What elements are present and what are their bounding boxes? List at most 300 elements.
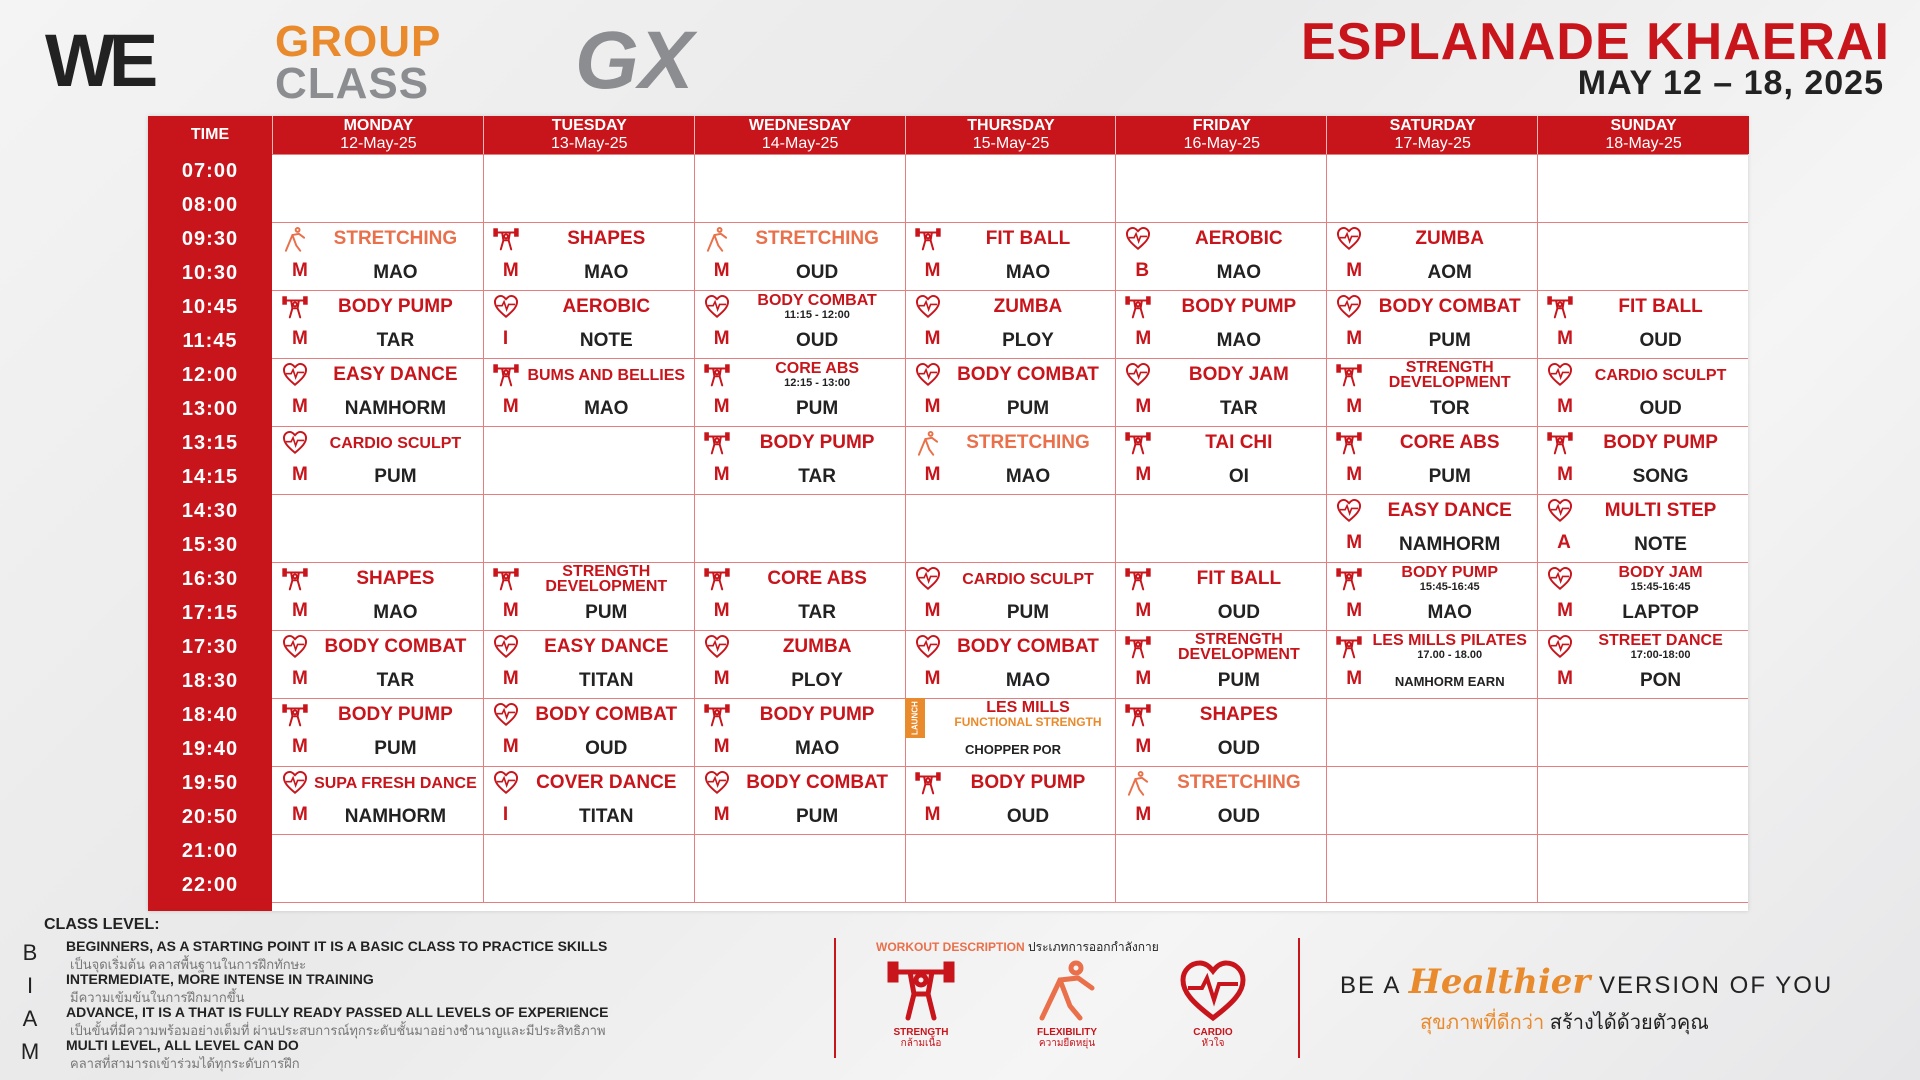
time-label: 10:45 bbox=[181, 295, 239, 318]
class-name: CARDIO SCULPT bbox=[1594, 366, 1727, 384]
instructor-name: PUM bbox=[1428, 330, 1471, 351]
cardio-icon bbox=[282, 634, 308, 660]
class-level: M bbox=[292, 396, 308, 417]
cardio-icon bbox=[493, 770, 519, 796]
instructor-name: PON bbox=[1639, 670, 1682, 691]
instructor-name: TAR bbox=[376, 330, 415, 351]
strength-icon bbox=[915, 770, 941, 796]
class-cell bbox=[905, 698, 1116, 766]
workout-description bbox=[834, 938, 1300, 1058]
class-level: M bbox=[713, 260, 730, 281]
strength-icon bbox=[704, 430, 730, 456]
instructor-name: OUD bbox=[796, 330, 839, 351]
class-level: M bbox=[1346, 532, 1363, 553]
logo-group-text: GROUP bbox=[275, 17, 442, 66]
class-cell bbox=[905, 222, 1116, 290]
time-label: 21:00 bbox=[181, 839, 239, 862]
class-cell bbox=[1537, 290, 1748, 358]
cardio-icon bbox=[1547, 634, 1573, 660]
class-name: CORE ABS 12:15 - 13:00 bbox=[775, 360, 860, 389]
class-name: STRETCHING bbox=[1177, 772, 1301, 793]
class-level: M bbox=[713, 736, 730, 757]
class-cell bbox=[905, 290, 1116, 358]
class-cell bbox=[1115, 562, 1326, 630]
class-level: M bbox=[292, 464, 308, 485]
instructor-name: PUM bbox=[1006, 602, 1050, 623]
grid-line bbox=[272, 902, 1748, 903]
class-name: STRETCHING bbox=[966, 432, 1090, 453]
cardio-icon bbox=[704, 770, 730, 796]
class-level: M bbox=[713, 804, 730, 825]
class-cell bbox=[1115, 222, 1326, 290]
instructor-name: TAR bbox=[376, 670, 415, 691]
instructor-name: OUD bbox=[1217, 806, 1260, 827]
instructor-name: PUM bbox=[374, 738, 417, 759]
day-date: 14-May-25 bbox=[761, 135, 839, 152]
workout-label-thai: หัวใจ bbox=[1201, 1038, 1225, 1049]
instructor-name: TITAN bbox=[579, 670, 634, 691]
cardio-icon bbox=[1547, 498, 1573, 524]
strength-icon bbox=[1336, 566, 1362, 592]
class-cell bbox=[483, 290, 694, 358]
class-cell bbox=[483, 698, 694, 766]
day-name: THURSDAY bbox=[967, 117, 1055, 134]
time-label: 14:30 bbox=[181, 499, 239, 522]
instructor-name: NOTE bbox=[1634, 534, 1687, 555]
instructor-name: PLOY bbox=[1002, 330, 1054, 351]
class-level: M bbox=[924, 668, 941, 689]
grid-line bbox=[272, 834, 1748, 835]
schedule-table bbox=[148, 116, 1748, 911]
instructor-name: MAO bbox=[1005, 670, 1051, 691]
day-date: 15-May-25 bbox=[972, 135, 1050, 152]
class-cell bbox=[1115, 426, 1326, 494]
day-header-monday bbox=[272, 116, 484, 154]
class-name: FIT BALL bbox=[985, 228, 1071, 249]
instructor-name: PUM bbox=[796, 398, 839, 419]
time-label: 14:15 bbox=[181, 465, 239, 488]
class-level: M bbox=[713, 396, 730, 417]
class-level: M bbox=[292, 328, 308, 349]
cardio-icon bbox=[493, 702, 519, 728]
level-description: ADVANCE, IT IS A THAT IS FULLY READY PASSED ALL LEVELS OF EXPERIENCE bbox=[66, 1004, 609, 1020]
class-level: M bbox=[1135, 464, 1152, 485]
class-name: BODY COMBAT bbox=[535, 704, 678, 725]
class-cell bbox=[1326, 358, 1537, 426]
cardio-icon bbox=[704, 634, 730, 660]
class-level: M bbox=[292, 668, 308, 689]
cardio-icon bbox=[1547, 362, 1573, 388]
day-date: 17-May-25 bbox=[1394, 135, 1471, 152]
instructor-name: OUD bbox=[1217, 738, 1260, 759]
strength-icon bbox=[704, 362, 730, 388]
strength-icon bbox=[282, 566, 308, 592]
level-description-thai: คลาสที่สามารถเข้าร่วมได้ทุกระดับการฝึก bbox=[70, 1056, 300, 1071]
class-name: BODY PUMP bbox=[338, 296, 453, 317]
level-letter: B bbox=[22, 940, 38, 965]
cardio-icon bbox=[915, 294, 941, 320]
instructor-name: MAO bbox=[584, 398, 629, 419]
instructor-name: MAO bbox=[1216, 262, 1261, 283]
class-level: M bbox=[924, 396, 941, 417]
class-cell bbox=[905, 630, 1116, 698]
instructor-name: MAO bbox=[1005, 262, 1051, 283]
level-description-thai: มีความเข้มข้นในการฝึกมากขึ้น bbox=[70, 990, 245, 1005]
cardio-icon bbox=[1547, 566, 1573, 592]
cardio-icon bbox=[1125, 362, 1151, 388]
class-name: BODY PUMP bbox=[759, 704, 875, 725]
class-time: 15:45-16:45 bbox=[1419, 581, 1480, 593]
instructor-name: NAMHORM bbox=[344, 398, 447, 419]
instructor-name: OUD bbox=[1217, 602, 1260, 623]
instructor-name: OUD bbox=[1639, 330, 1682, 351]
grid-line bbox=[272, 154, 1748, 155]
class-name: STRENGTH DEVELOPMENT bbox=[1177, 631, 1300, 663]
instructor-name: PUM bbox=[585, 602, 628, 623]
level-letter: A bbox=[22, 1006, 38, 1031]
class-name: EASY DANCE bbox=[1387, 500, 1512, 521]
day-name: MONDAY bbox=[343, 117, 414, 134]
time-label: 15:30 bbox=[181, 533, 239, 556]
class-level-row bbox=[20, 1004, 840, 1038]
instructor-name: NAMHORM EARN bbox=[1394, 673, 1505, 689]
day-name: FRIDAY bbox=[1192, 117, 1251, 134]
instructor-name: TAR bbox=[798, 466, 836, 487]
class-cell bbox=[1537, 562, 1748, 630]
strength-icon bbox=[282, 702, 308, 728]
class-name: BODY COMBAT bbox=[324, 636, 467, 657]
class-cell bbox=[1115, 290, 1326, 358]
cardio-icon bbox=[1336, 294, 1362, 320]
class-level-row bbox=[20, 938, 840, 972]
day-header-tuesday bbox=[483, 116, 695, 154]
class-name: CARDIO SCULPT bbox=[962, 570, 1094, 588]
class-name: BODY COMBAT 11:15 - 12:00 bbox=[757, 292, 877, 321]
class-cell bbox=[694, 630, 905, 698]
cardio-icon bbox=[1336, 226, 1362, 252]
level-letter: M bbox=[20, 1039, 40, 1064]
instructor-name: TOR bbox=[1429, 398, 1470, 419]
time-label: 09:30 bbox=[181, 227, 239, 250]
class-cell bbox=[1326, 222, 1537, 290]
class-level-legend bbox=[20, 914, 840, 1080]
class-name: SHAPES bbox=[1199, 704, 1278, 725]
workout-item-flexibility bbox=[1012, 958, 1122, 1058]
class-level: M bbox=[1135, 804, 1152, 825]
workout-item-cardio bbox=[1158, 958, 1268, 1058]
strength-icon bbox=[704, 702, 730, 728]
day-header-sunday bbox=[1537, 116, 1749, 154]
cardio-icon bbox=[915, 566, 941, 592]
class-name: BODY PUMP bbox=[970, 772, 1086, 793]
class-level: M bbox=[502, 668, 519, 689]
class-name: BODY COMBAT bbox=[957, 364, 1099, 385]
workout-label-thai: ความยืดหยุ่น bbox=[1038, 1038, 1096, 1049]
class-name: STREET DANCE 17:00-18:00 bbox=[1598, 632, 1723, 661]
class-level: M bbox=[924, 328, 941, 349]
class-time: 12:15 - 13:00 bbox=[784, 377, 851, 389]
class-name: FIT BALL bbox=[1196, 568, 1282, 589]
strength-icon bbox=[915, 226, 941, 252]
day-name: TUESDAY bbox=[551, 117, 627, 134]
class-level: M bbox=[1346, 668, 1363, 689]
day-header-saturday bbox=[1326, 116, 1538, 154]
class-name: BUMS AND BELLIES bbox=[527, 366, 686, 384]
class-name: LES MILLS FUNCTIONAL STRENGTH bbox=[954, 699, 1102, 729]
strength-icon bbox=[866, 958, 976, 1027]
stretch-icon bbox=[915, 430, 941, 456]
launch-badge: LAUNCH bbox=[905, 698, 925, 738]
stretch-icon bbox=[704, 226, 730, 252]
class-name: BODY PUMP bbox=[759, 432, 875, 453]
cardio-icon bbox=[1336, 498, 1362, 524]
class-cell bbox=[483, 766, 694, 834]
cardio-icon bbox=[282, 362, 308, 388]
class-cell bbox=[694, 426, 905, 494]
class-level: M bbox=[292, 736, 308, 757]
instructor-name: TAR bbox=[1220, 398, 1258, 419]
instructor-name: NAMHORM bbox=[1399, 534, 1501, 555]
class-name: BODY PUMP bbox=[338, 704, 453, 725]
strength-icon bbox=[1336, 634, 1362, 660]
level-description-thai: เป็นขั้นที่มีความพร้อมอย่างเต็มที่ ผ่านประสบการณ์ทุกระดับชั้นมาอย่างชำนาญและมีประสิทธิภาพ bbox=[70, 1023, 606, 1038]
day-header-thursday bbox=[905, 116, 1117, 154]
class-level: M bbox=[1346, 396, 1363, 417]
time-label: 12:00 bbox=[181, 363, 239, 386]
strength-icon bbox=[1125, 294, 1151, 320]
slogan: BE A Healthier VERSION OF YOU bbox=[1340, 962, 1834, 1002]
day-header-wednesday bbox=[694, 116, 906, 154]
workout-label: FLEXIBILITY bbox=[1037, 1027, 1097, 1038]
instructor-name: MAO bbox=[1427, 602, 1472, 623]
cardio-icon bbox=[915, 362, 941, 388]
instructor-name: MAO bbox=[584, 262, 629, 283]
class-cell bbox=[1326, 290, 1537, 358]
instructor-name: MAO bbox=[794, 738, 840, 759]
class-name: STRETCHING bbox=[755, 228, 879, 249]
class-name: BODY PUMP bbox=[1603, 432, 1718, 453]
time-label: 19:40 bbox=[181, 737, 239, 760]
workout-label: CARDIO bbox=[1193, 1027, 1233, 1038]
instructor-name: PUM bbox=[1006, 398, 1050, 419]
instructor-name: PLOY bbox=[791, 670, 843, 691]
class-name: BODY PUMP bbox=[1181, 296, 1297, 317]
class-level-title: CLASS LEVEL: bbox=[44, 916, 160, 933]
class-subname: FUNCTIONAL STRENGTH bbox=[954, 715, 1102, 729]
instructor-name: TAR bbox=[798, 602, 836, 623]
class-cell bbox=[483, 562, 694, 630]
instructor-name: OUD bbox=[1006, 806, 1050, 827]
class-cell bbox=[272, 222, 483, 290]
class-name: BODY PUMP 15:45-16:45 bbox=[1401, 564, 1498, 593]
instructor-name: PUM bbox=[796, 806, 839, 827]
class-level: I bbox=[502, 804, 509, 825]
time-label: 11:45 bbox=[182, 329, 238, 352]
instructor-name: MAO bbox=[1005, 466, 1051, 487]
instructor-name: OUD bbox=[796, 262, 839, 283]
instructor-name: LAPTOP bbox=[1622, 602, 1699, 623]
instructor-name: PUM bbox=[1217, 670, 1260, 691]
time-label: 10:30 bbox=[181, 261, 239, 284]
class-cell bbox=[272, 630, 483, 698]
class-time: 11:15 - 12:00 bbox=[784, 309, 850, 321]
class-name: STRENGTH DEVELOPMENT bbox=[1388, 359, 1511, 391]
cardio-icon bbox=[704, 294, 730, 320]
instructor-name: PUM bbox=[374, 466, 417, 487]
class-level: B bbox=[1135, 260, 1150, 281]
class-name: TAI CHI bbox=[1205, 432, 1273, 453]
class-level: M bbox=[1135, 600, 1152, 621]
cardio-icon bbox=[493, 294, 519, 320]
class-level-row bbox=[20, 971, 840, 1005]
instructor-name: TITAN bbox=[579, 806, 634, 827]
class-level: M bbox=[713, 464, 730, 485]
strength-icon bbox=[1125, 702, 1151, 728]
slogan-thai: สุขภาพที่ดีกว่า สร้างได้ด้วยตัวคุณ bbox=[1420, 1012, 1709, 1034]
class-cell bbox=[694, 562, 905, 630]
day-name: WEDNESDAY bbox=[748, 117, 852, 134]
instructor-name: PUM bbox=[1428, 466, 1471, 487]
class-cell bbox=[1326, 426, 1537, 494]
class-cell bbox=[272, 562, 483, 630]
time-label: 17:30 bbox=[181, 635, 239, 658]
class-cell bbox=[272, 426, 483, 494]
class-cell bbox=[1326, 562, 1537, 630]
level-description: BEGINNERS, AS A STARTING POINT IT IS A BASIC CLASS TO PRACTICE SKILLS bbox=[66, 938, 608, 954]
strength-icon bbox=[1125, 430, 1151, 456]
class-cell bbox=[1115, 766, 1326, 834]
strength-icon bbox=[1547, 294, 1573, 320]
strength-icon bbox=[1336, 362, 1362, 388]
class-level: M bbox=[292, 600, 308, 621]
class-name: BODY COMBAT bbox=[1378, 296, 1521, 317]
class-name: BODY JAM bbox=[1188, 364, 1289, 385]
cardio-icon bbox=[1125, 226, 1151, 252]
cardio-icon bbox=[282, 430, 308, 456]
time-header: TIME bbox=[190, 126, 230, 143]
class-level: M bbox=[1135, 668, 1152, 689]
class-name: ZUMBA bbox=[1415, 228, 1484, 249]
class-level: M bbox=[292, 260, 308, 281]
stretch-icon bbox=[1012, 958, 1122, 1027]
class-name: LES MILLS PILATES 17.00 - 18.00 bbox=[1372, 632, 1527, 661]
class-level: M bbox=[1346, 600, 1363, 621]
strength-icon bbox=[1547, 430, 1573, 456]
instructor-name: SONG bbox=[1632, 466, 1689, 487]
class-level: M bbox=[502, 600, 519, 621]
class-name: CORE ABS bbox=[767, 568, 867, 589]
branch-title: ESPLANADE KHAERAI bbox=[1300, 13, 1890, 71]
class-name: STRENGTH DEVELOPMENT bbox=[545, 563, 668, 595]
class-level-row bbox=[20, 1037, 840, 1071]
class-level: M bbox=[1557, 600, 1573, 621]
class-cell bbox=[272, 358, 483, 426]
time-label: 18:30 bbox=[181, 669, 239, 692]
strength-icon bbox=[493, 566, 519, 592]
strength-icon bbox=[1125, 566, 1151, 592]
class-cell bbox=[1537, 358, 1748, 426]
class-level: M bbox=[924, 804, 941, 825]
class-level: A bbox=[1557, 532, 1571, 553]
class-name: SHAPES bbox=[356, 568, 435, 589]
level-letter: I bbox=[26, 973, 34, 998]
class-cell bbox=[1115, 698, 1326, 766]
class-level: M bbox=[924, 260, 941, 281]
class-level: M bbox=[924, 464, 941, 485]
class-level: M bbox=[924, 600, 941, 621]
class-name: AEROBIC bbox=[562, 296, 651, 317]
time-label: 07:00 bbox=[181, 159, 239, 182]
class-level: M bbox=[713, 668, 730, 689]
cardio-icon bbox=[282, 770, 308, 796]
class-cell bbox=[905, 562, 1116, 630]
date-range: MAY 12 – 18, 2025 bbox=[1577, 64, 1884, 102]
level-description: INTERMEDIATE, MORE INTENSE IN TRAINING bbox=[66, 971, 374, 987]
class-name: STRETCHING bbox=[333, 228, 458, 249]
class-name: CARDIO SCULPT bbox=[329, 434, 462, 452]
workout-label: STRENGTH bbox=[893, 1027, 949, 1038]
class-level: M bbox=[713, 600, 730, 621]
strength-icon bbox=[704, 566, 730, 592]
instructor-name: OUD bbox=[1639, 398, 1682, 419]
instructor-name: MAO bbox=[373, 262, 418, 283]
time-label: 13:00 bbox=[181, 397, 239, 420]
we-logo: WE bbox=[45, 19, 153, 102]
class-cell bbox=[1326, 494, 1537, 562]
workout-item-strength bbox=[866, 958, 976, 1058]
class-time: 17.00 - 18.00 bbox=[1417, 649, 1483, 661]
class-cell bbox=[694, 290, 905, 358]
class-cell bbox=[272, 766, 483, 834]
class-name: ZUMBA bbox=[993, 296, 1063, 317]
class-cell bbox=[694, 358, 905, 426]
class-name: COVER DANCE bbox=[536, 772, 677, 793]
class-cell bbox=[694, 222, 905, 290]
class-level: M bbox=[502, 260, 519, 281]
class-level: M bbox=[1346, 464, 1363, 485]
stretch-icon bbox=[1125, 770, 1151, 796]
class-level: M bbox=[1135, 328, 1152, 349]
strength-icon bbox=[1336, 430, 1362, 456]
time-label: 19:50 bbox=[181, 771, 239, 794]
class-name: MULTI STEP bbox=[1604, 500, 1717, 521]
instructor-name: NOTE bbox=[579, 330, 633, 351]
instructor-name: OI bbox=[1228, 466, 1249, 487]
class-level: M bbox=[1557, 668, 1573, 689]
class-level: M bbox=[1346, 328, 1363, 349]
class-name: BODY JAM 15:45-16:45 bbox=[1618, 564, 1703, 593]
class-cell bbox=[694, 766, 905, 834]
day-date: 12-May-25 bbox=[340, 135, 417, 152]
class-cell bbox=[1537, 426, 1748, 494]
class-name: EASY DANCE bbox=[544, 636, 669, 657]
class-cell bbox=[272, 698, 483, 766]
level-description-thai: เป็นจุดเริ่มต้น คลาสพื้นฐานในการฝึกทักษะ bbox=[70, 957, 307, 972]
instructor-name: NAMHORM bbox=[344, 806, 447, 827]
class-level: M bbox=[1346, 260, 1363, 281]
class-cell bbox=[905, 358, 1116, 426]
class-level: M bbox=[1135, 736, 1152, 757]
time-label: 20:50 bbox=[181, 805, 239, 828]
class-cell bbox=[1115, 358, 1326, 426]
class-level: M bbox=[502, 736, 519, 757]
class-name: EASY DANCE bbox=[333, 364, 458, 385]
class-name: FIT BALL bbox=[1618, 296, 1703, 317]
time-label: 16:30 bbox=[181, 567, 239, 590]
class-name: SHAPES bbox=[567, 228, 646, 249]
class-name: BODY COMBAT bbox=[746, 772, 889, 793]
class-name: BODY COMBAT bbox=[957, 636, 1099, 657]
